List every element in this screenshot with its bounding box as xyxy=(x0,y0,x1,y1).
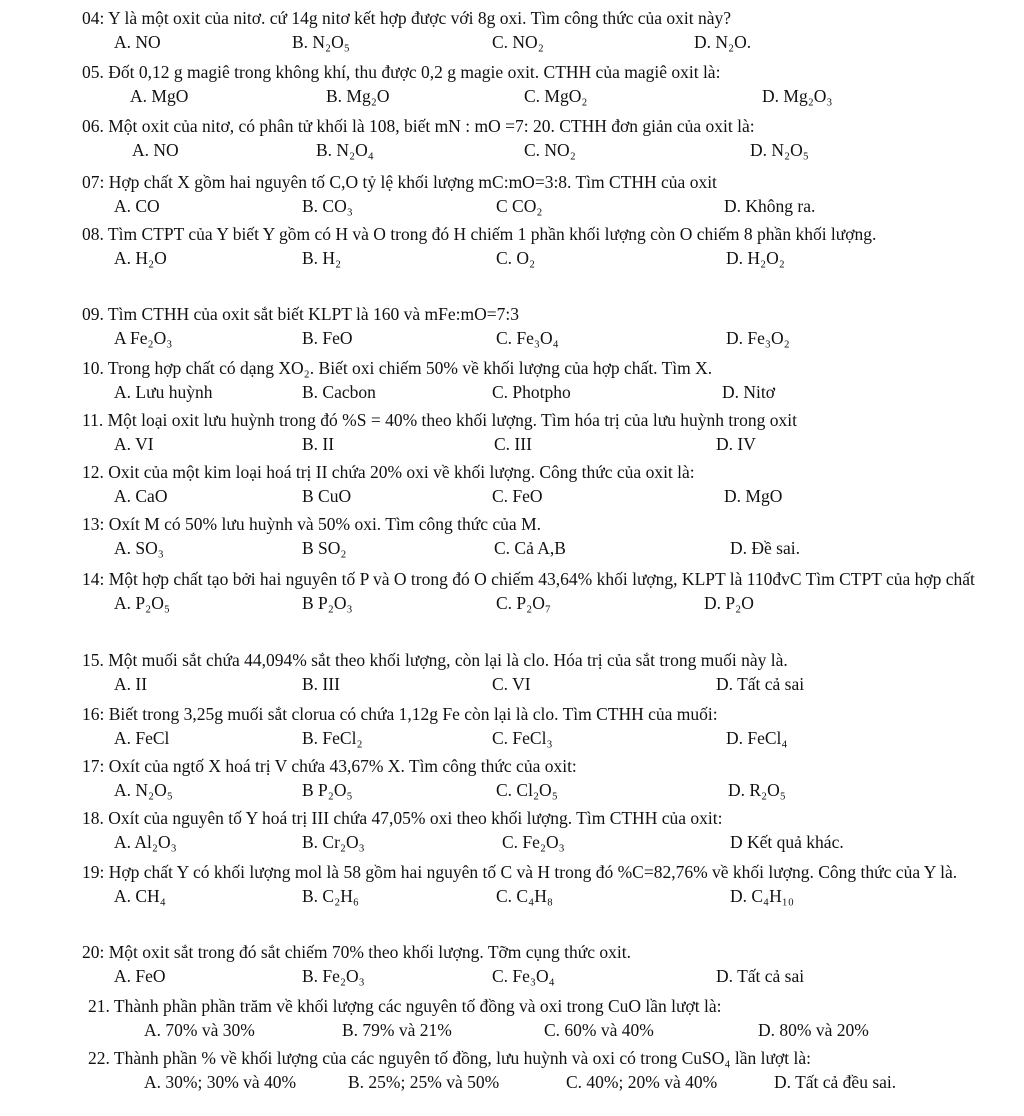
question-stem: 09. Tìm CTHH của oxit sắt biết KLPT là 160 và mFe:mO=7:3 xyxy=(82,304,519,324)
option-d[interactable]: D. Nitơ xyxy=(722,382,776,402)
option-b[interactable]: B. H₂ xyxy=(302,248,342,268)
option-a[interactable]: A. FeO xyxy=(114,966,166,986)
option-a[interactable]: A. H₂O xyxy=(114,248,167,268)
option-a[interactable]: A. P₂O₅ xyxy=(114,593,170,613)
question-18 xyxy=(82,806,994,855)
option-d[interactable]: D. H₂O₂ xyxy=(726,248,785,268)
option-d[interactable]: D. P₂O xyxy=(704,593,754,613)
question-stem: 19: Hợp chất Y có khối lượng mol là 58 gồm hai nguyên tố C và H trong đó %C=82,76% về khối lượng. Công thức của Y là. xyxy=(82,862,958,882)
answer-options xyxy=(82,884,994,909)
question-stem: 20: Một oxit sắt trong đó sắt chiếm 70% theo khối lượng. Tỡm cụng thức oxit. xyxy=(82,942,631,962)
option-c[interactable]: C. NO₂ xyxy=(524,140,576,160)
option-c[interactable]: C. O₂ xyxy=(496,248,536,268)
question-06 xyxy=(82,114,994,163)
answer-options xyxy=(88,1070,994,1095)
option-c[interactable]: C. Cả A,B xyxy=(494,538,566,558)
option-b[interactable]: B. CO₃ xyxy=(302,196,353,216)
question-09 xyxy=(82,302,994,351)
option-b[interactable]: B. FeO xyxy=(302,328,353,348)
question-21 xyxy=(88,994,994,1043)
option-b[interactable]: B. Mg₂O xyxy=(326,86,390,106)
option-d[interactable]: D. MgO xyxy=(724,486,783,506)
option-a[interactable]: A. Al₂O₃ xyxy=(114,832,177,852)
option-b[interactable]: B. Cr₂O₃ xyxy=(302,832,365,852)
question-20 xyxy=(82,940,994,989)
option-c[interactable]: C. III xyxy=(494,434,532,454)
question-08 xyxy=(82,222,994,271)
question-stem: 12. Oxit của một kim loại hoá trị II chứa 20% oxi về khối lượng. Công thức của oxit là: xyxy=(82,462,695,482)
option-d[interactable]: D. Tất cả đều sai. xyxy=(774,1072,897,1092)
question-stem: 16: Biết trong 3,25g muối sắt clorua có chứa 1,12g Fe còn lại là clo. Tìm CTHH của muối: xyxy=(82,704,718,724)
answer-options xyxy=(82,30,994,55)
option-c[interactable]: C. Photpho xyxy=(492,382,571,402)
option-d[interactable]: D. Đề sai. xyxy=(730,538,800,558)
question-stem: 07: Hợp chất X gồm hai nguyên tố C,O tỷ lệ khối lượng mC:mO=3:8. Tìm CTHH của oxit xyxy=(82,172,717,192)
answer-options xyxy=(82,830,994,855)
answer-options xyxy=(82,778,994,803)
question-stem: 18. Oxít của nguyên tố Y hoá trị III chứa 47,05% oxi theo khối lượng. Tìm CTHH của oxit: xyxy=(82,808,723,828)
question-13 xyxy=(82,512,994,561)
answer-options xyxy=(82,591,994,616)
option-d[interactable]: D Kết quả khác. xyxy=(730,832,844,852)
option-b[interactable]: B. C₂H₆ xyxy=(302,886,359,906)
question-05 xyxy=(82,60,994,109)
answer-options xyxy=(82,138,994,163)
option-a[interactable]: A. CH₄ xyxy=(114,886,166,906)
option-d[interactable]: D. C₄H₁₀ xyxy=(730,886,795,906)
answer-options xyxy=(82,194,994,219)
option-a[interactable]: A. CaO xyxy=(114,486,168,506)
option-c[interactable]: C. 40%; 20% và 40% xyxy=(566,1072,718,1092)
option-b[interactable]: B. N₂O₄ xyxy=(316,140,374,160)
option-b[interactable]: B. III xyxy=(302,674,340,694)
option-c[interactable]: C. MgO₂ xyxy=(524,86,588,106)
question-19 xyxy=(82,860,994,909)
option-b[interactable]: B. Cacbon xyxy=(302,382,376,402)
question-11 xyxy=(82,408,994,457)
option-c[interactable]: C. Fe₂O₃ xyxy=(502,832,565,852)
question-07 xyxy=(82,170,994,219)
option-a[interactable]: A Fe₂O₃ xyxy=(114,328,173,348)
option-a[interactable]: A. II xyxy=(114,674,148,694)
option-c[interactable]: C. VI xyxy=(492,674,531,694)
option-d[interactable]: D. Fe₃O₂ xyxy=(726,328,790,348)
option-a[interactable]: A. NO xyxy=(114,32,161,52)
option-d[interactable]: D. Mg₂O₃ xyxy=(762,86,833,106)
option-d[interactable]: D. R₂O₅ xyxy=(728,780,786,800)
option-b[interactable]: B CuO xyxy=(302,486,352,506)
option-c[interactable]: C. Fe₃O₄ xyxy=(492,966,555,986)
option-d[interactable]: D. Tất cả sai xyxy=(716,966,805,986)
option-d[interactable]: D. N₂O. xyxy=(694,32,752,52)
option-b[interactable]: B. Fe₂O₃ xyxy=(302,966,365,986)
option-a[interactable]: A. NO xyxy=(132,140,179,160)
answer-options xyxy=(82,726,994,751)
option-b[interactable]: B. FeCl₂ xyxy=(302,728,363,748)
question-stem: 14: Một hợp chất tạo bởi hai nguyên tố P và O trong đó O chiếm 43,64% khối lượng, KLPT là 110đvC Tìm CTPT của hợp chất xyxy=(82,569,975,589)
question-stem: 11. Một loại oxit lưu huỳnh trong đó %S = 40% theo khối lượng. Tìm hóa trị của lưu huỳnh trong oxit xyxy=(82,410,797,430)
question-17 xyxy=(82,754,994,803)
option-d[interactable]: D. IV xyxy=(716,434,756,454)
option-d[interactable]: D. FeCl₄ xyxy=(726,728,788,748)
question-stem: 15. Một muối sắt chứa 44,094% sắt theo khối lượng, còn lại là clo. Hóa trị của sắt trong muối này là. xyxy=(82,650,788,670)
option-b[interactable]: B. N₂O₅ xyxy=(292,32,350,52)
question-14 xyxy=(82,567,994,616)
option-b[interactable]: B. 79% và 21% xyxy=(342,1020,452,1040)
question-stem: 05. Đốt 0,12 g magiê trong không khí, thu được 0,2 g magie oxit. CTHH của magiê oxit là: xyxy=(82,62,721,82)
option-d[interactable]: D. N₂O₅ xyxy=(750,140,809,160)
question-22 xyxy=(88,1046,994,1095)
option-c[interactable]: C. P₂O₇ xyxy=(496,593,551,613)
question-15 xyxy=(82,648,994,697)
question-stem: 10. Trong hợp chất có dạng XO₂. Biết oxi chiếm 50% về khối lượng của hợp chất. Tìm X. xyxy=(82,358,713,378)
question-stem: 06. Một oxit của nitơ, có phân tử khối là 108, biết mN : mO =7: 20. CTHH đơn giản của oxit là: xyxy=(82,116,755,136)
answer-options xyxy=(82,432,994,457)
option-a[interactable]: A. CO xyxy=(114,196,160,216)
option-c[interactable]: C. Cl₂O₅ xyxy=(496,780,558,800)
question-16 xyxy=(82,702,994,751)
question-10 xyxy=(82,356,994,405)
answer-options xyxy=(82,484,994,509)
option-c[interactable]: C. NO₂ xyxy=(492,32,544,52)
answer-options xyxy=(82,380,994,405)
option-c[interactable]: C. FeCl₃ xyxy=(492,728,553,748)
question-12 xyxy=(82,460,994,509)
option-b[interactable]: B P₂O₅ xyxy=(302,780,353,800)
option-c[interactable]: C CO₂ xyxy=(496,196,543,216)
option-b[interactable]: B. 25%; 25% và 50% xyxy=(348,1072,500,1092)
question-04 xyxy=(82,6,994,55)
option-a[interactable]: A. Lưu huỳnh xyxy=(114,382,213,402)
question-stem: 17: Oxít của ngtố X hoá trị V chứa 43,67% X. Tìm công thức của oxit: xyxy=(82,756,577,776)
option-d[interactable]: D. Tất cả sai xyxy=(716,674,805,694)
option-a[interactable]: A. 30%; 30% và 40% xyxy=(144,1072,297,1092)
option-c[interactable]: C. FeO xyxy=(492,486,543,506)
option-d[interactable]: D. 80% và 20% xyxy=(758,1020,869,1040)
answer-options xyxy=(82,536,994,561)
option-a[interactable]: A. SO₃ xyxy=(114,538,164,558)
option-a[interactable]: A. MgO xyxy=(130,86,189,106)
answer-options xyxy=(82,84,994,109)
option-b[interactable]: B SO₂ xyxy=(302,538,347,558)
option-a[interactable]: A. VI xyxy=(114,434,154,454)
question-stem: 04: Y là một oxit của nitơ. cứ 14g nitơ kết hợp được với 8g oxi. Tìm công thức của oxit này? xyxy=(82,8,732,28)
answer-options xyxy=(82,964,994,989)
option-a[interactable]: A. 70% và 30% xyxy=(144,1020,255,1040)
answer-options xyxy=(82,672,994,697)
question-stem: 08. Tìm CTPT của Y biết Y gồm có H và O trong đó H chiếm 1 phần khối lượng còn O chiếm 8 phần khối lượng. xyxy=(82,224,877,244)
answer-options xyxy=(88,1018,994,1043)
option-a[interactable]: A. FeCl xyxy=(114,728,170,748)
answer-options xyxy=(82,246,994,271)
question-stem: 21. Thành phần phần trăm về khối lượng các nguyên tố đồng và oxi trong CuO lần lượt là: xyxy=(88,996,722,1016)
option-c[interactable]: C. 60% và 40% xyxy=(544,1020,654,1040)
question-stem: 22. Thành phần % về khối lượng của các nguyên tố đồng, lưu huỳnh và oxi có trong CuSO₄ lần lượt là: xyxy=(88,1048,811,1068)
answer-options xyxy=(82,326,994,351)
option-b[interactable]: B. II xyxy=(302,434,335,454)
option-b[interactable]: B P₂O₃ xyxy=(302,593,353,613)
option-d[interactable]: D. Không ra. xyxy=(724,196,816,216)
question-stem: 13: Oxít M có 50% lưu huỳnh và 50% oxi. Tìm công thức của M. xyxy=(82,514,542,534)
option-c[interactable]: C. Fe₃O₄ xyxy=(496,328,559,348)
option-c[interactable]: C. C₄H₈ xyxy=(496,886,553,906)
option-a[interactable]: A. N₂O₅ xyxy=(114,780,173,800)
